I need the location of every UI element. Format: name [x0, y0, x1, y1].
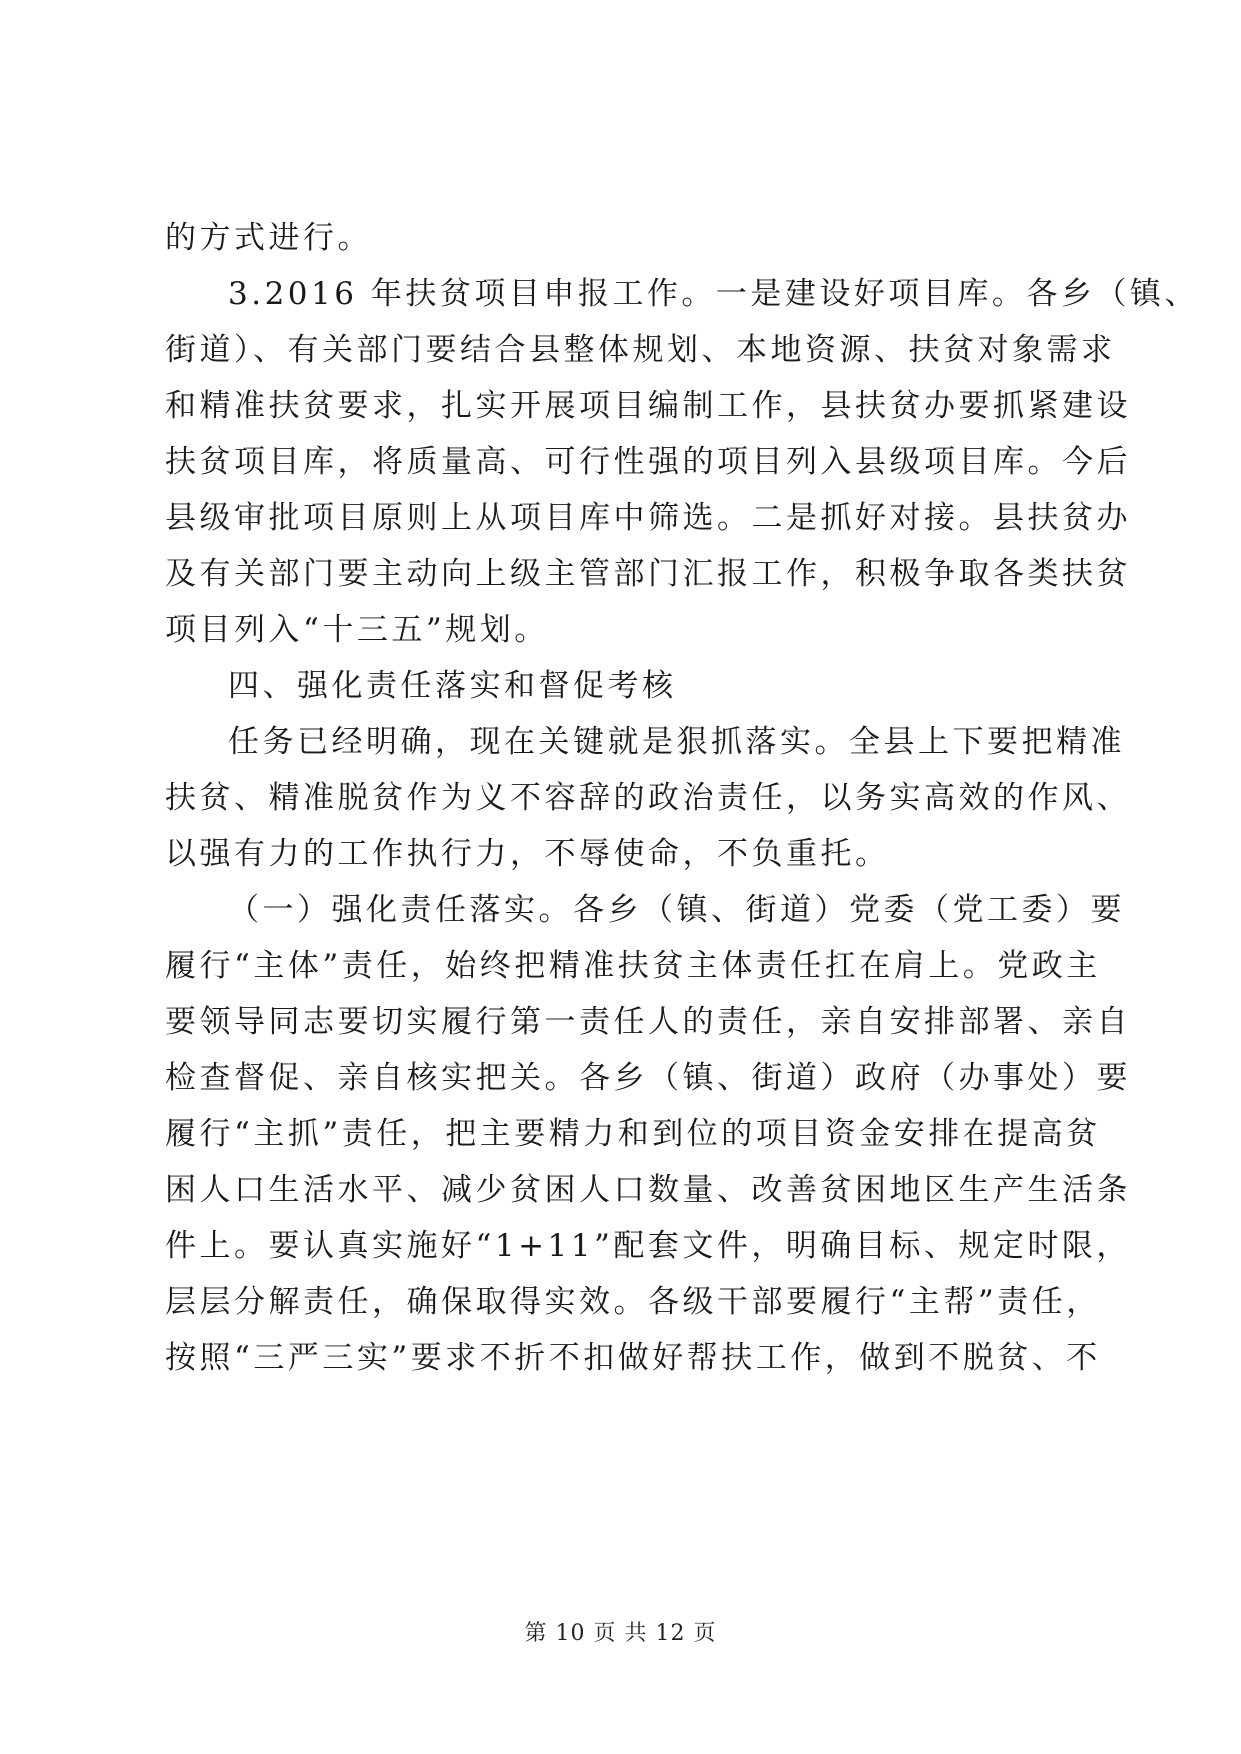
- text-line: 及有关部门要主动向上级主管部门汇报工作，积极争取各类扶贫: [165, 556, 1131, 592]
- page-number-footer: 第 10 页 共 12 页: [524, 1621, 717, 1646]
- text-line: 困人口生活水平、减少贫困人口数量、改善贫困地区生产生活条: [165, 1172, 1131, 1208]
- text-line: 按照“三严三实”要求不折不扣做好帮扶工作，做到不脱贫、不: [165, 1340, 1101, 1376]
- text-line: 街道）、有关部门要结合县整体规划、本地资源、扶贫对象需求: [165, 332, 1116, 368]
- text-line: 件上。要认真实施好“1+11”配套文件，明确目标、规定时限，: [165, 1228, 1131, 1264]
- text-line: 县级审批项目原则上从项目库中筛选。二是抓好对接。县扶贫办: [165, 500, 1131, 536]
- text-line: 任务已经明确，现在关键就是狠抓落实。全县上下要把精准: [228, 724, 1125, 760]
- text-line: 层层分解责任，确保取得实效。各级干部要履行“主帮”责任，: [165, 1284, 1101, 1320]
- text-line: 以强有力的工作执行力，不辱使命，不负重托。: [165, 836, 890, 872]
- text-line: 和精准扶贫要求，扎实开展项目编制工作，县扶贫办要抓紧建设: [165, 388, 1131, 424]
- text-line: 的方式进行。: [165, 220, 372, 256]
- text-line: 履行“主体”责任，始终把精准扶贫主体责任扛在肩上。党政主: [165, 948, 1101, 984]
- text-line: 履行“主抓”责任，把主要精力和到位的项目资金安排在提高贫: [165, 1116, 1101, 1152]
- text-line: （一）强化责任落实。各乡（镇、街道）党委（党工委）要: [228, 892, 1125, 928]
- section-heading: 四、强化责任落实和督促考核: [228, 668, 677, 704]
- text-line: 3.2016 年扶贫项目申报工作。一是建设好项目库。各乡（镇、: [228, 276, 1199, 312]
- text-line: 项目列入“十三五”规划。: [165, 612, 549, 648]
- text-line: 检查督促、亲自核实把关。各乡（镇、街道）政府（办事处）要: [165, 1060, 1131, 1096]
- text-line: 要领导同志要切实履行第一责任人的责任，亲自安排部署、亲自: [165, 1004, 1131, 1040]
- text-line: 扶贫项目库，将质量高、可行性强的项目列入县级项目库。今后: [165, 444, 1131, 480]
- text-line: 扶贫、精准脱贫作为义不容辞的政治责任，以务实高效的作风、: [165, 780, 1131, 816]
